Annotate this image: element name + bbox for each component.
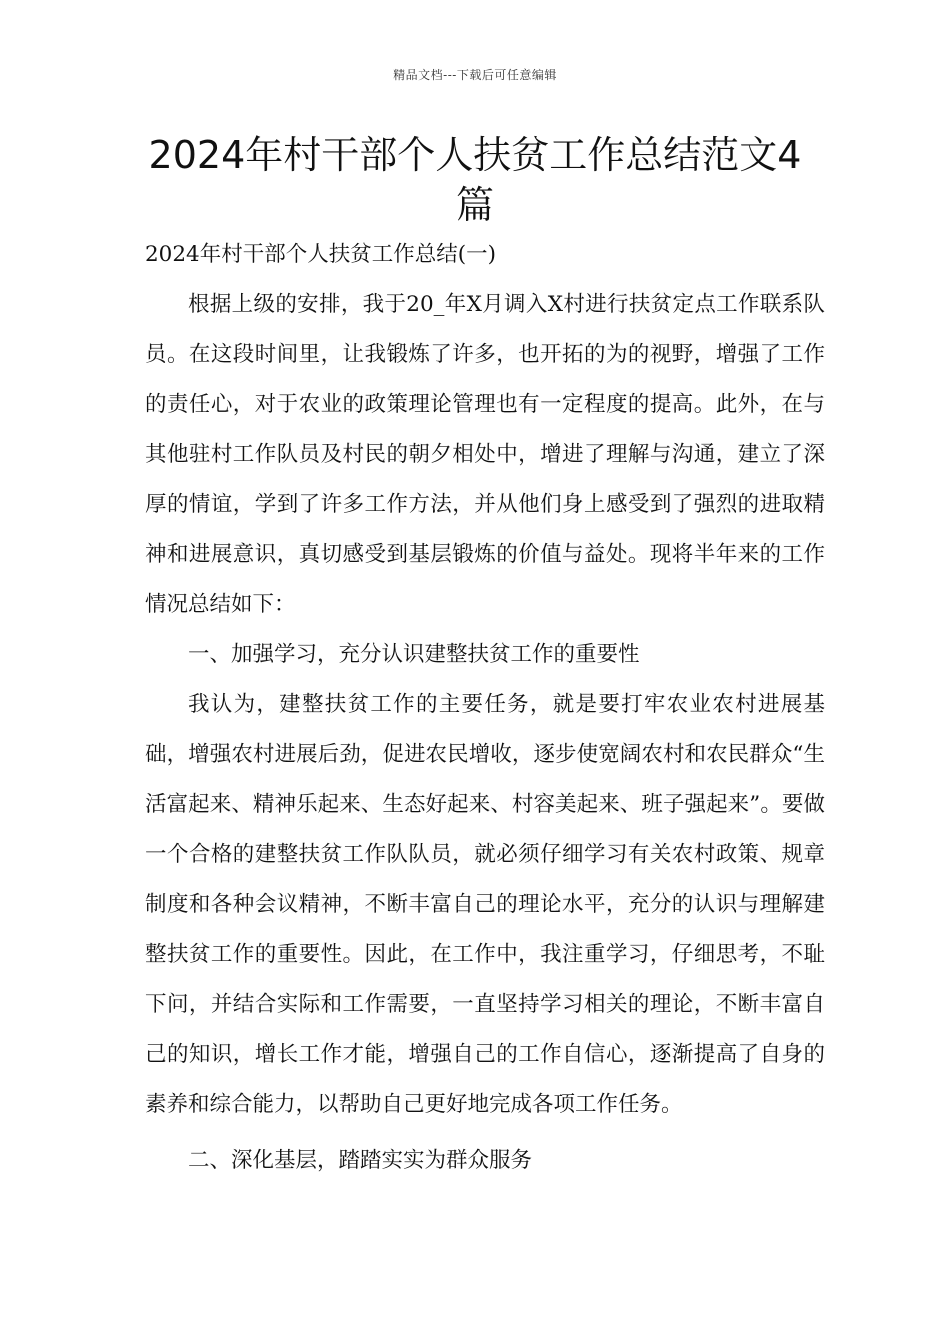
- paragraph-study: 我认为，建整扶贫工作的主要任务，就是要打牢农业农村进展基础，增强农村进展后劲，促进农民增收，逐步使宽阔农村和农民群众“生活富起来、精神乐起来、生态好起来、村容美起来、班子强起来”。要做一个合格的建整扶贫工作队队员，就必须仔细学习有关农村政策、规章制度和各种会议精神，不断丰富自己的理论水平，充分的认识与理解建整扶贫工作的重要性。因此，在工作中，我注重学习，仔细思考，不耻下问，并结合实际和工作需要，一直坚持学习相关的理论，不断丰富自己的知识，增长工作才能，增强自己的工作自信心，逐渐提高了自身的素养和综合能力，以帮助自己更好地完成各项工作任务。: [145, 692, 825, 1117]
- document-body: [145, 230, 825, 1186]
- section-subtitle: 2024年村干部个人扶贫工作总结(一): [145, 242, 496, 267]
- document-title: 2024年村干部个人扶贫工作总结范文4篇: [148, 133, 802, 227]
- section-heading-2: 二、深化基层，踏踏实实为群众服务: [188, 1148, 533, 1173]
- paragraph-intro: 根据上级的安排，我于20_年X月调入X村进行扶贫定点工作联系队员。在这段时间里，让我锻炼了许多，也开拓的为的视野，增强了工作的责任心，对于农业的政策理论管理也有一定程度的提高。此外，在与其他驻村工作队员及村民的朝夕相处中，增进了理解与沟通，建立了深厚的情谊，学到了许多工作方法，并从他们身上感受到了强烈的进取精神和进展意识，真切感受到基层锻炼的价值与益处。现将半年来的工作情况总结如下：: [145, 292, 825, 617]
- section-heading-1: 一、加强学习，充分认识建整扶贫工作的重要性: [188, 642, 640, 667]
- header-note: 精品文档---下载后可任意编辑: [393, 68, 557, 82]
